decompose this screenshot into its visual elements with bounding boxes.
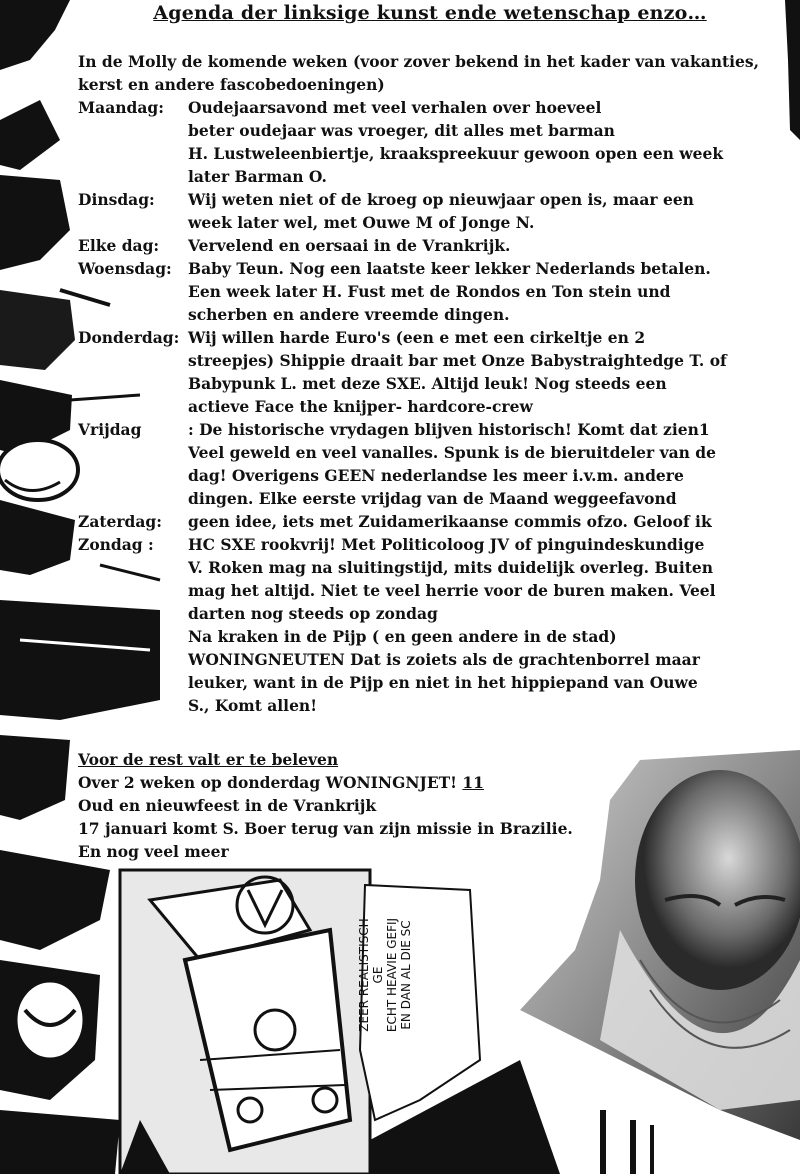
day-label: Vrijdag [78, 420, 142, 439]
agenda-row-elke-dag [78, 234, 778, 257]
agenda-line: V. Roken mag na sluitingstijd, mits duidelijk overleg. Buiten [188, 558, 714, 577]
agenda-line: week later wel, met Ouwe M of Jonge N. [188, 213, 535, 232]
day-label: Maandag: [78, 98, 164, 117]
agenda-line: : De historische vrydagen blijven historisch! Komt dat zien1 [188, 420, 710, 439]
agenda-line: Wij willen harde Euro's (een e met een cirkeltje en 2 [188, 328, 646, 347]
bubble-line: ECHT HEAVIE GEFIJ [385, 917, 399, 1033]
agenda-row-zondag [78, 533, 778, 625]
agenda-line: Babypunk L. met deze SXE. Altijd leuk! Nog steeds een [188, 374, 667, 393]
weekly-agenda [78, 96, 778, 717]
top-right-strip [785, 0, 800, 140]
extra-line: S., Komt allen! [188, 696, 318, 715]
other-events [78, 748, 638, 863]
agenda-line: dingen. Elke eerste vrijdag van de Maand weggeefavond [188, 489, 677, 508]
agenda-line: Veel geweld en veel vanalles. Spunk is de bieruitdeler van de [188, 443, 717, 462]
page-title: Agenda der linksige kunst ende wetenschap enzo… [153, 2, 707, 24]
agenda-line: geen idee, iets met Zuidamerikaanse commis ofzo. Geloof ik [188, 512, 712, 531]
agenda-line: dag! Overigens GEEN nederlandse les meer i.v.m. andere [188, 466, 684, 485]
agenda-line: scherben en andere vreemde dingen. [188, 305, 510, 324]
agenda-line: H. Lustweleenbiertje, kraakspreekuur gewoon open een week [188, 144, 724, 163]
agenda-line: mag het altijd. Niet te veel herrie voor de buren maken. Veel [188, 581, 716, 600]
other-event-line [78, 771, 638, 794]
agenda-row-zaterdag [78, 510, 778, 533]
agenda-row-dinsdag [78, 188, 778, 234]
agenda-line: Oudejaarsavond met veel verhalen over hoeveel [188, 98, 602, 117]
other-event-line: En nog veel meer [78, 842, 229, 861]
agenda-line: streepjes) Shippie draait bar met Onze Babystraightedge T. of [188, 351, 727, 370]
agenda-line: later Barman O. [188, 167, 327, 186]
other-event-number: 11 [462, 773, 484, 792]
agenda-row-vrijdag [78, 418, 778, 510]
agenda-line: HC SXE rookvrij! Met Politicoloog JV of pinguindeskundige [188, 535, 705, 554]
other-event-text: Over 2 weken op donderdag WONINGNJET! [78, 773, 463, 792]
extra-line: Na kraken in de Pijp ( en geen andere in de stad) [188, 627, 617, 646]
agenda-line: actieve Face the knijper- hardcore-crew [188, 397, 533, 416]
bubble-line: ZEER REALISTISCH GE [357, 918, 385, 1032]
agenda-row-woensdag [78, 257, 778, 326]
agenda-line: beter oudejaar was vroeger, dit alles met barman [188, 121, 615, 140]
intro-text: In de Molly de komende weken (voor zover bekend in het kader van vakanties, kerst en andere fascobedoeningen) [78, 52, 760, 94]
agenda-line: Wij weten niet of de kroeg op nieuwjaar open is, maar een [188, 190, 694, 209]
day-label: Zaterdag: [78, 512, 162, 531]
agenda-line: Een week later H. Fust met de Rondos en Ton stein und [188, 282, 671, 301]
day-label: Zondag : [78, 535, 154, 554]
bubble-line: EN DAN AL DIE SC [399, 920, 413, 1030]
other-event-line: Oud en nieuwfeest in de Vrankrijk [78, 796, 377, 815]
day-label: Donderdag: [78, 328, 180, 347]
car-comic-panel [120, 870, 370, 1174]
day-label: Woensdag: [78, 259, 172, 278]
extra-line: WONINGNEUTEN Dat is zoiets als de grachtenborrel maar [188, 650, 700, 669]
top-left-comic-fragment [0, 0, 70, 170]
agenda-line: Vervelend en oersaai in de Vrankrijk. [188, 236, 511, 255]
other-event-line: 17 januari komt S. Boer terug van zijn missie in Brazilie. [78, 819, 573, 838]
speech-bubble-text [357, 910, 487, 1040]
day-label: Elke dag: [78, 236, 160, 255]
extra-line: leuker, want in de Pijp en niet in het hippiepand van Ouwe [188, 673, 698, 692]
agenda-line: darten nog steeds op zondag [188, 604, 438, 623]
agenda-row-maandag [78, 96, 778, 188]
agenda-row-donderdag [78, 326, 778, 418]
agenda-line: Baby Teun. Nog een laatste keer lekker Nederlands betalen. [188, 259, 711, 278]
other-events-heading: Voor de rest valt er te beleven [78, 750, 339, 769]
day-label: Dinsdag: [78, 190, 155, 209]
